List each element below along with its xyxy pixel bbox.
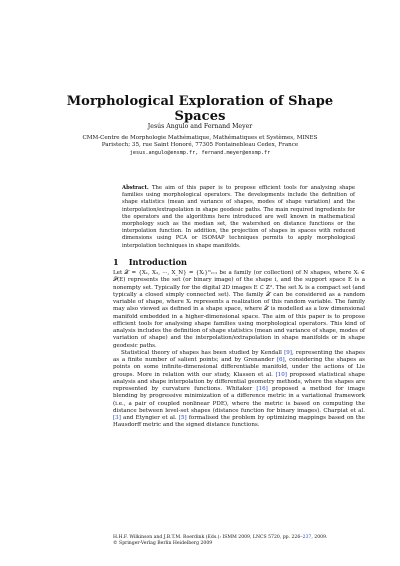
citation-link[interactable]: [5] (178, 415, 187, 421)
paragraph-2-text: and Etyngier et al. (120, 415, 179, 421)
abstract-label: Abstract. (122, 185, 149, 191)
copyright-footer (113, 535, 365, 547)
abstract (122, 185, 355, 250)
paragraph-2-text: Statistical theory of shapes has been studied by Kendall (121, 349, 285, 356)
footer-citation-end: , 2009. (311, 535, 328, 540)
paragraph-2-text: , representing the shapes as a finite number of salient points; and by Grenander (113, 349, 365, 363)
affiliation-block (40, 135, 360, 157)
abstract-text: The aim of this paper is to propose efficient tools for analysing shape families using morphological operators. The developments include the definition of shape statistics (mean and variance of shapes, modes of shape variation) and the interpolation/extrapolation in shape geodesic paths. The main required ingredients for the operators and the algorithms here introduced are well known in mathematical morphology such as the median set, the watershed on distance functions or the interpolation function. In addition, the projection of shapes in spaces with reduced dimensions using PCA or ISOMAP techniques permits to apply morphological interpolation techniques in shape manifolds. (122, 185, 355, 249)
citation-link[interactable]: [9] (284, 349, 292, 356)
affiliation-line-1: CMM-Centre de Morphologie Mathématique, Mathématiques et Systèmes, MINES (82, 135, 318, 141)
affiliation-line-2: Paristech; 35, rue Saint Honoré, 77305 Fontainebleau Cedex, France (101, 142, 299, 149)
author-emails: jesus.angulo@ensmp.fr, fernand.meyer@ensmp.fr (129, 149, 271, 156)
paragraph-2 (113, 350, 365, 430)
paragraph-2-text: formalised the problem by optimizing mappings based on the Hausdorff metric and the signed distance functions. (113, 415, 365, 429)
footer-citation: H.H.F. Wilkinson and J.B.T.M. Roerdink (Eds.): ISMM 2009, LNCS 5720, pp. 226– (113, 535, 303, 540)
citation-link[interactable]: [16] (256, 386, 268, 392)
paragraph-2-text: , considering the shapes as points on some infinite-dimensional differentiable manifold, under the actions of Lie groups. More in relation with our study, Klassen et al. (113, 357, 365, 378)
section-number: 1 (113, 257, 119, 267)
introduction-body (113, 270, 365, 430)
page-link[interactable]: 237 (302, 535, 312, 540)
paragraph-2-text: proposed statistical shape analysis and shape interpolation by differential geometry methods, where the shapes are represented by curvature functions. Whitaker (113, 371, 365, 392)
footer-line-2: © Springer-Verlag Berlin Heidelberg 2009 (113, 541, 213, 546)
section-title: Introduction (128, 257, 188, 267)
citation-link[interactable]: [6] (276, 357, 285, 363)
paragraph-1: Let 𝒳 = {X₁, X₂, ···, X_N} = {Xᵢ}ᴺᵢ₌₁ be a family (or collection) of N shapes, where Xᵢ ∈ 𝒫(E) represents the set (or binary image) of the shape i, and the support space E is a nonempty set. Typically for the digital 2D images E ⊂ ℤ². The set Xᵢ is a compact set (and typically a closed simply connected set). The family 𝒳 can be considered as a random variable of shape, where Xᵢ represents a realization of this random variable. The family may also viewed as defined in a shape space, where 𝒳 is modelled as a low dimensional manifold embedded in a higher-dimensional space. The aim of this paper is to propose efficient tools for analysing shape families using morphological operators. This kind of analysis includes the definition of shape statistics (mean and variance of shape, modes of variation of shape) and the interpolation/extrapolation in shape manifolds or in shape geodesic paths. (113, 270, 365, 349)
citation-link[interactable]: [10] (275, 371, 287, 378)
paragraph-2-text: proposed a method for image blending by progressive minimization of a difference metric in a variational framework (i.e., a pair of coupled nonlinear PDE), where the metric is based on computing the distance between level-set shapes (distance function for binary images). Charpiat et al. (113, 386, 365, 414)
citation-link[interactable]: [3] (113, 415, 121, 421)
section-heading (113, 257, 187, 267)
paper-title: Morphological Exploration of Shape Spaces (66, 94, 334, 124)
paper-authors: Jesús Angulo and Fernand Meyer (147, 123, 253, 130)
